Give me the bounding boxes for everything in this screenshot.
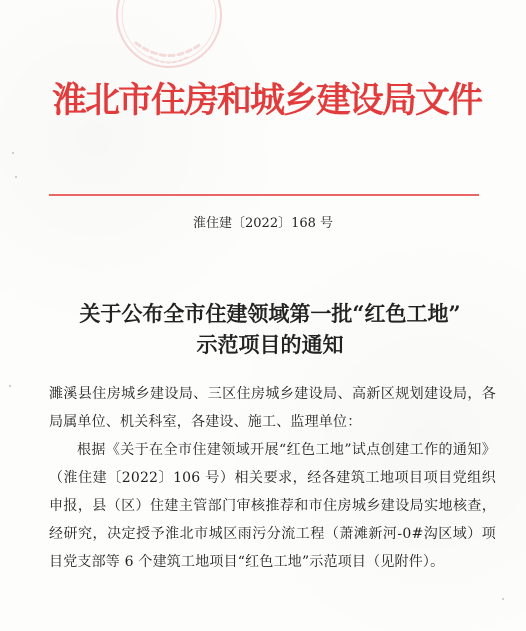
scan-speck (9, 385, 11, 387)
document-header-title: 淮北市住房和城乡建设局文件 (52, 80, 482, 121)
header-red-rule (49, 194, 479, 196)
addressee-list: 濉溪县住房城乡建设局、三区住房城乡建设局、高新区规划建设局，各局属单位、机关科室，各建设、施工、监理单位： (49, 386, 496, 430)
scan-speck (12, 152, 14, 154)
official-seal (110, 0, 228, 88)
scan-speck (15, 176, 17, 178)
scan-speck (502, 598, 504, 600)
notice-title (60, 298, 480, 360)
document-number: 淮住建〔2022〕168 号 (193, 216, 334, 231)
notice-body (49, 380, 496, 576)
notice-title-line-2: 示范项目的通知 (196, 332, 344, 357)
body-paragraph: 根据《关于在全市住建领域开展“红色工地”试点创建工作的通知》（淮住建〔2022〕106 号）相关要求，经各建筑工地项目项目党组织申报，县（区）住建主管部门审核推荐和市住房城乡建设局实地核查，经研究，决定授予淮北市城区雨污分流工程（萧滩新河-0#沟区域）项目党支部等 6 个建筑工地项目“红色工地”示范项目（见附件）。 (49, 442, 496, 570)
notice-title-line-1: 关于公布全市住建领域第一批“红色工地” (79, 301, 461, 326)
